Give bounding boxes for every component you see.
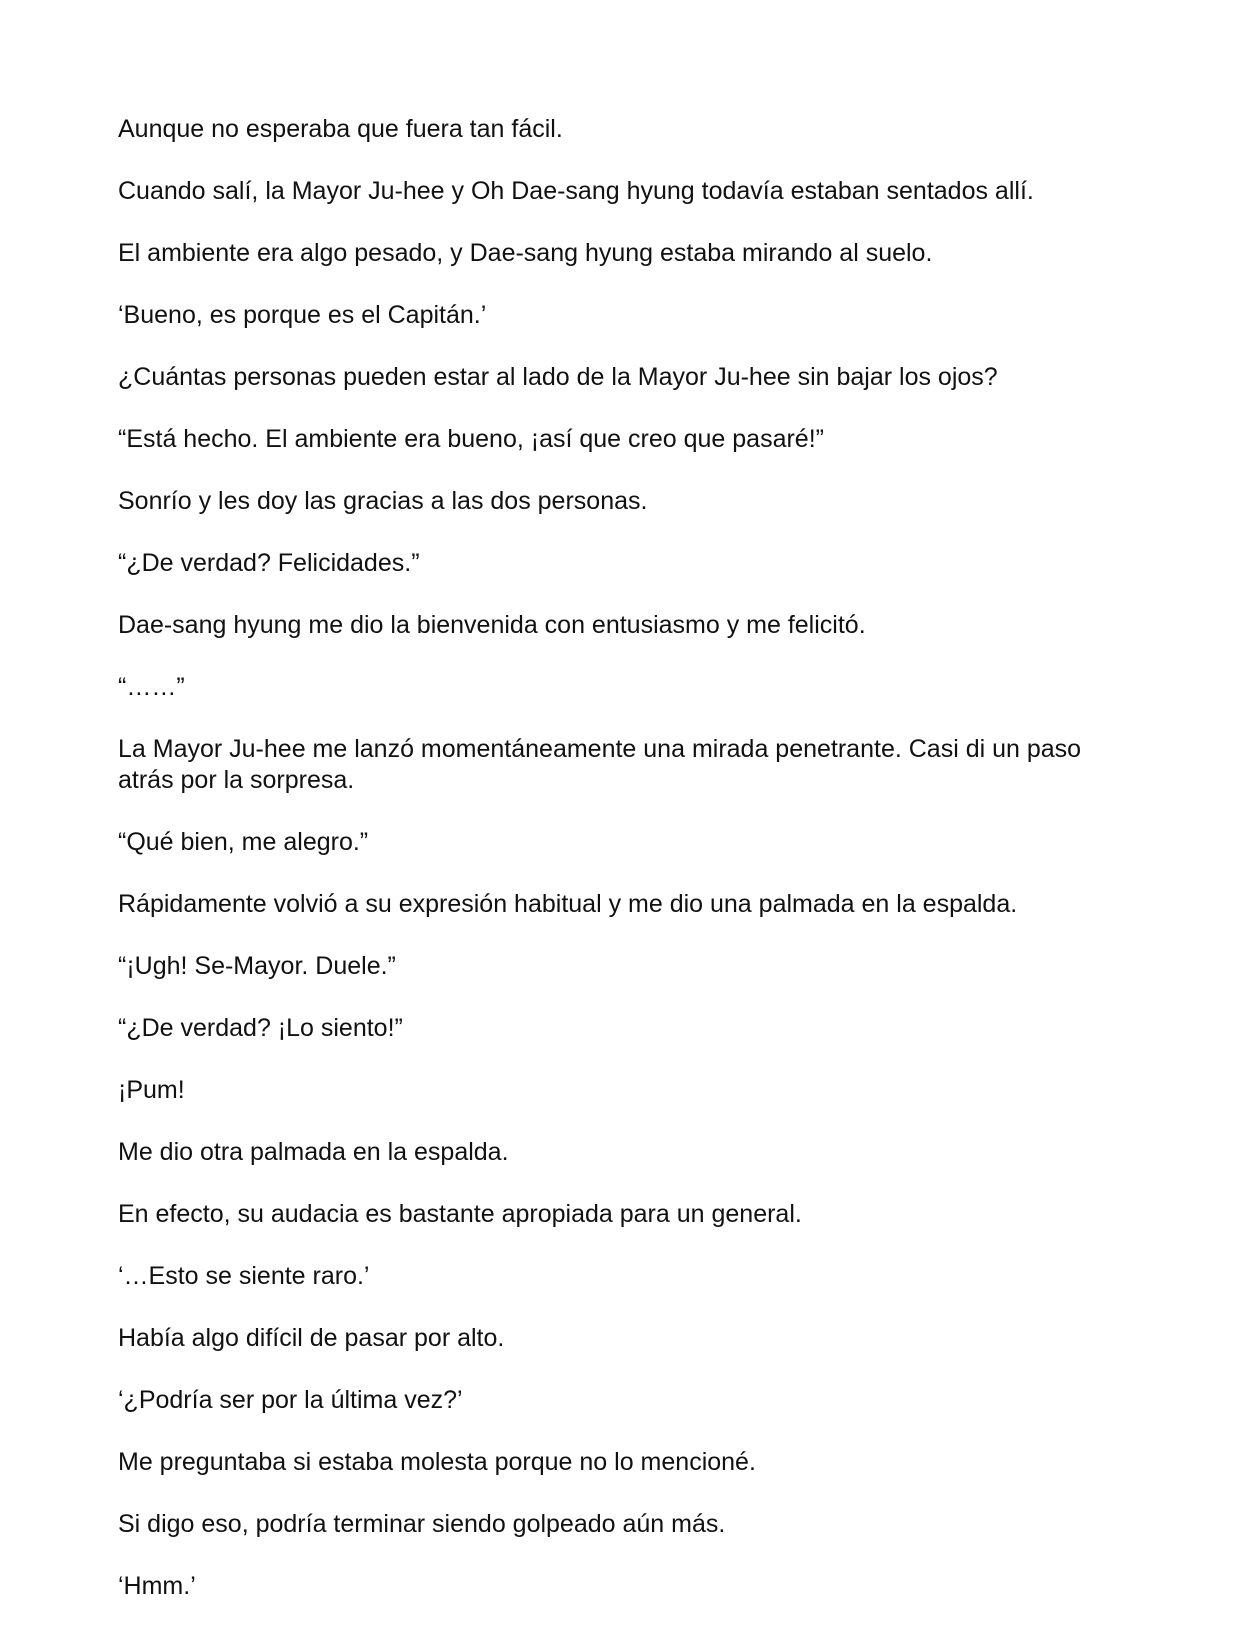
- paragraph: Había algo difícil de pasar por alto.: [118, 1324, 505, 1352]
- paragraph: Sonrío y les doy las gracias a las dos personas.: [118, 487, 648, 515]
- paragraph: “Está hecho. El ambiente era bueno, ¡así que creo que pasaré!”: [118, 425, 824, 453]
- paragraph: Dae-sang hyung me dio la bienvenida con entusiasmo y me felicitó.: [118, 611, 866, 639]
- paragraph: “¡Ugh! Se-Mayor. Duele.”: [118, 952, 396, 980]
- paragraph: Aunque no esperaba que fuera tan fácil.: [118, 115, 563, 143]
- paragraph: “Qué bien, me alegro.”: [118, 828, 369, 856]
- paragraph: En efecto, su audacia es bastante apropiada para un general.: [118, 1200, 802, 1228]
- paragraph: “¿De verdad? ¡Lo siento!”: [118, 1014, 403, 1042]
- paragraph: Me preguntaba si estaba molesta porque no lo mencioné.: [118, 1448, 756, 1476]
- paragraph: La Mayor Ju-hee me lanzó momentáneamente una mirada penetrante. Casi di un paso atrás por la sorpresa.: [118, 735, 1089, 794]
- paragraph: “¿De verdad? Felicidades.”: [118, 549, 420, 577]
- paragraph: ¡Pum!: [118, 1076, 185, 1104]
- paragraph: ‘Hmm.’: [118, 1572, 196, 1600]
- paragraph: ‘¿Podría ser por la última vez?’: [118, 1386, 463, 1414]
- paragraph: Cuando salí, la Mayor Ju-hee y Oh Dae-sang hyung todavía estaban sentados allí.: [118, 177, 1034, 205]
- paragraph: “……”: [118, 673, 185, 701]
- paragraph: El ambiente era algo pesado, y Dae-sang hyung estaba mirando al suelo.: [118, 239, 933, 267]
- document-text-body: [118, 114, 1128, 1633]
- paragraph: Me dio otra palmada en la espalda.: [118, 1138, 509, 1166]
- paragraph: ‘Bueno, es porque es el Capitán.’: [118, 301, 487, 329]
- paragraph: ‘…Esto se siente raro.’: [118, 1262, 370, 1290]
- paragraph: Si digo eso, podría terminar siendo golpeado aún más.: [118, 1510, 726, 1538]
- paragraph: Rápidamente volvió a su expresión habitual y me dio una palmada en la espalda.: [118, 890, 1018, 918]
- paragraph: ¿Cuántas personas pueden estar al lado de la Mayor Ju-hee sin bajar los ojos?: [118, 363, 998, 391]
